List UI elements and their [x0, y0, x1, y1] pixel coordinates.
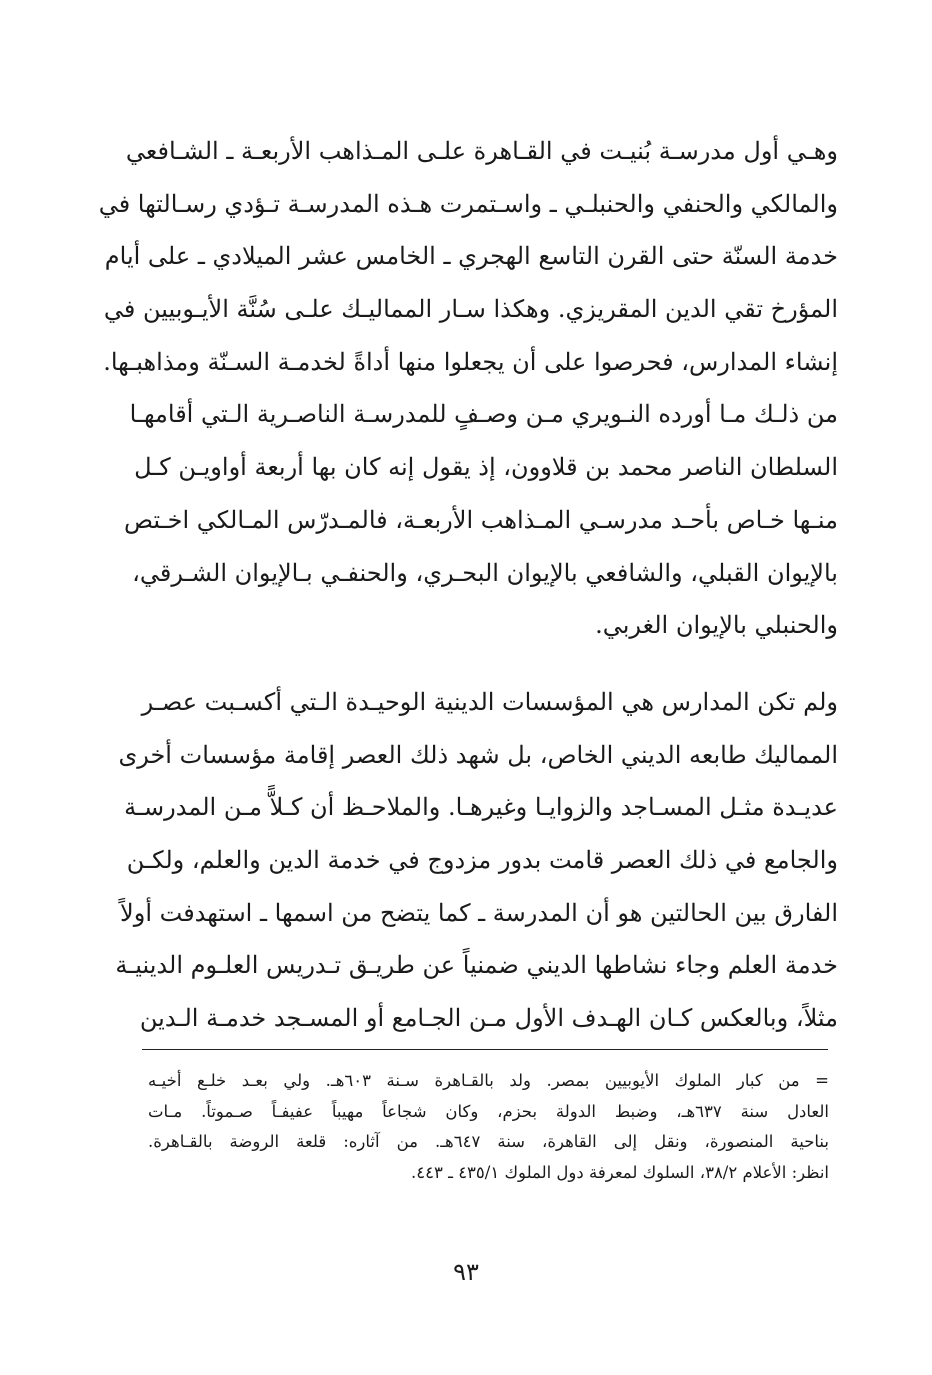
footnote-line: انظر: الأعلام ٣٨/٢، السلوك لمعرفة دول الملوك ٤٣٥/١ ـ ٤٤٣. [411, 1162, 829, 1182]
text-line: الفارق بين الحالتين هو أن المدرسة ـ كما يتضح من اسمها ـ استهدفت أولاً [120, 898, 838, 927]
text-line: منـها خـاص بأحـد مدرسـي المـذاهب الأربعـة، فالمـدرّس المـالكي اخـتص [123, 505, 838, 534]
text-line: إنشاء المدارس، فحرصوا على أن يجعلوا منها أداةً لخدمـة السـنّة ومذاهبـها. [103, 347, 838, 376]
text-line: مثلاً، وبالعكس كـان الهـدف الأول مـن الجـامع أو المسـجد خدمـة الـدين [139, 1004, 838, 1032]
footnote-line: بناحية المنصورة، ونقل إلى القاهرة، سنة ٦٤٧هـ. من آثاره: قلعة الروضة بالقـاهرة. [148, 1132, 830, 1151]
text-line: وهـي أول مدرسـة بُنيـت في القـاهرة علـى المـذاهب الأربعـة ـ الشـافعي [125, 137, 838, 165]
text-line: السلطان الناصر محمد بن قلاوون، إذ يقول إنه كان بها أربعة أواويـن كـل [134, 453, 838, 482]
text-line: والحنبلي بالإيوان الغربي. [595, 611, 838, 640]
text-line: خدمة السنّة حتى القرن التاسع الهجري ـ الخامس عشر الميلادي ـ على أيام [104, 242, 838, 271]
footnote-line: العادل سنة ٦٣٧هـ، وضبط الدولة بحزم، وكان شجاعاً مهيباً عفيفـاً صـموتاً. مـات [148, 1101, 830, 1121]
text-line: والمالكي والحنفي والحنبلـي ـ واسـتمرت هـذه المدرسـة تـؤدي رسـالتها في [98, 189, 838, 218]
text-line: والجامع في ذلك العصر قامت بدور مزدوج في خدمة الدين والعلم، ولكـن [126, 845, 838, 874]
footnote-line: = من كبار الملوك الأيوبيين بمصر. ولد بالقـاهرة سـنة ٦٠٣هـ. ولي بعـد خلـع أخيـه [148, 1071, 829, 1090]
text-line: المماليك طابعه الديني الخاص، بل شهد ذلك العصر إقامة مؤسسات أخرى [118, 740, 838, 769]
paragraph-gap [142, 652, 838, 676]
text-line: بالإيوان القبلي، والشافعي بالإيوان البحـري، والحنفـي بـالإيوان الشـرقي، [132, 558, 838, 587]
text-line: خدمة العلم وجاء نشاطها الديني ضمنياً عن طريـق تـدريس العلـوم الدينيـة [115, 951, 838, 980]
footnote [148, 1066, 829, 1188]
page-number: ٩٣ [453, 1258, 479, 1286]
main-text [98, 125, 838, 1045]
text-line: من ذلـك مـا أورده النـويري مـن وصـفٍ للمدرسـة الناصـرية الـتي أقامهـا [129, 400, 838, 429]
text-line: المؤرخ تقي الدين المقريزي. وهكذا سـار المماليـك علـى سُنَّة الأيـوبيين في [103, 295, 838, 324]
footnote-divider [142, 1049, 828, 1050]
text-line: عديـدة مثـل المسـاجد والزوايـا وغيرهـا. والملاحـظ أن كـلاًّ مـن المدرسـة [124, 793, 838, 822]
text-line: ولم تكن المدارس هي المؤسسات الدينية الوحيـدة الـتي أكسـبت عصـر [141, 687, 838, 716]
